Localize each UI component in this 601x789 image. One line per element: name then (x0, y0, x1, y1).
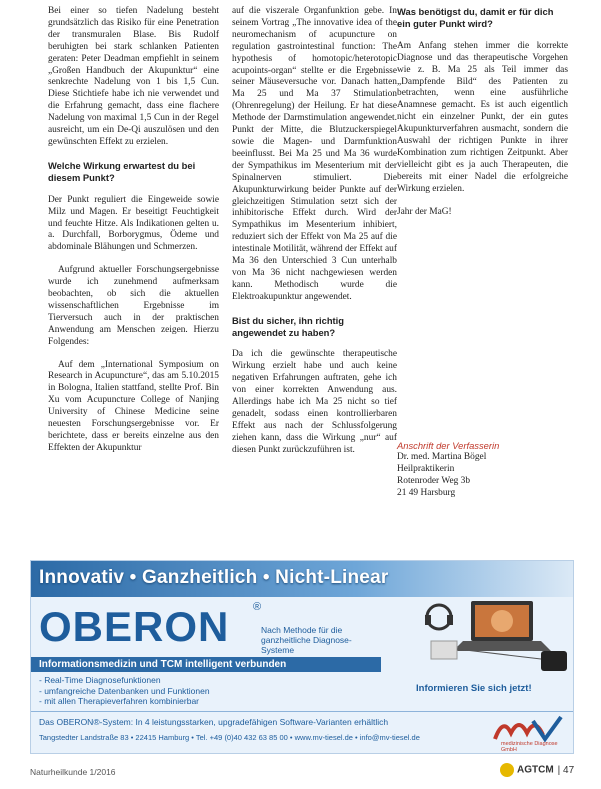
footer-brand: AGTCM (517, 764, 554, 776)
ad-brand-name: OBERON (39, 603, 230, 650)
question-heading: Bist du sicher, ihn richtig angewendet zu haben? (232, 314, 344, 338)
device-box (431, 641, 457, 659)
ad-logo-subtitle: medizinische Diagnose GmbH (501, 741, 558, 753)
journal-issue: Naturheilkunde 1/2016 (30, 767, 116, 777)
laptop-keyboard (453, 641, 551, 651)
ad-divider (31, 711, 573, 712)
paragraph: Bei einer so tiefen Nadelung besteht grundsätzlich das Risiko für eine Penetration der transmuralen Blase. Bis Rudolf beruhigten bei stark schlanken Patienten geraten: Peter Deadman empfiehlt in seinem „Großen Handbuch der Akupunktur“ eine senkrechte Nadelung von 1 bis 1,5 Cun. Diese Stichtiefe habe ich nie verwendet und die Erfahrung gemacht, dass eine flachere Nadelung von maximal 1,5 Cun in der Regel ausreicht, um ein De-Qi auszulösen und den gewünschten Effekt zu erzielen. (48, 6, 219, 147)
author-street: Rotenroder Weg 3b (397, 475, 471, 486)
ad-bullet: - mit allen Therapieverfahren kombinierbar (39, 696, 200, 706)
paragraph: Der Punkt reguliert die Eingeweide sowie Milz und Magen. Er beseitigt Feuchtigkeit und feuchte Hitze. Als Indikationen gelten u. a. Durchfall, Borborygmus, Ödeme und abdominale Blähungen und Schmerzen. (48, 194, 219, 253)
author-city: 21 49 Harsburg (397, 487, 456, 498)
paragraph: Am Anfang stehen immer die korrekte Diagnose und das therapeutische Vorgehen wie z. B. Ma 25 als Teil immer das „Dampfende Bild“ des Patienten zu betrachten, wenn eine ausführliche Anamnese gemacht. Es ist auch eigentlich nicht ein einzelner Punkt, der ein gutes Akupunkturverfahren ausmacht, sondern die Auswahl der richtigen Punkte in ihrer Kombination zum richtigen Zeitpunkt. Aber vielleicht gibt es ja auch Therapeuten, die bereits mit einer Nadel die erfolgreiche Wirkung erzielen. (397, 40, 568, 194)
column-right (397, 6, 568, 230)
page-footer (500, 763, 574, 777)
paragraph: auf die viszerale Organfunktion gebe. In seinem Vortrag „The innovative idea of the neuromechanism of acupuncture on regulation gastrointestinal function: The hypothesis of homotopic/heterotopic acupoints-organ“ stellte er die Ergebnisse seiner Mäuseversuche vor. Danach hatten Ma 25 und Ma 37 Stimulation (Ohrenregelung) der Heilung. Er hat diese Methode der Darmstimulation angewendet. Punkt der Mitte, die Blutzuckerspiegel sowie die Magen- und Darmfunktion beeinflusst. Bei Ma 25 und Ma 36 wurde der Sympathikus im Mesenterium mit der Spinalnerven stimuliert. Die Akupunkturwirkung beider Punkte auf der gleichzeitigen Stimulation setzt sich der inhibitorische Effekt durch. Wird der Sympathikus im Mesenterium inhibiert, reduziert sich der Effekt von Ma 25 auf die intestinale Motilität, während der Effekt auf Ma 36 den Unterschied 3 Cun unterhalb von Ma 36 nicht nachgewiesen werden kann. Methodisch wurde die Elektroakupunktur angewendet. (232, 6, 397, 302)
author-address (397, 440, 567, 500)
ad-registered-mark: ® (253, 601, 262, 613)
page-number: | 47 (557, 764, 575, 776)
question-heading: Was benötigst du, damit er für dich ein guter Punkt wird? (397, 6, 554, 29)
ad-address: Tangstedter Landstraße 83 • 22415 Hamburg • Tel. +49 (0)40 432 63 85 00 • www.mv-tiesel.de • info@mv-tiesel.de (39, 733, 420, 742)
advertisement[interactable] (30, 560, 574, 754)
ad-call-to-action[interactable]: Informieren Sie sich jetzt! (416, 683, 532, 694)
signature: Jahr der MaG! (397, 206, 452, 217)
ad-feature-bar-text: Informationsmedizin und TCM intelligent verbunden (39, 659, 287, 670)
screen-face (491, 610, 513, 632)
author-heading: Anschrift der Verfasserin (397, 440, 500, 451)
paragraph: Auf dem „International Symposium on Research in Acupuncture“, das am 5.10.2015 in Bologna, Italien stattfand, stellte Prof. Bin Xu vom Acupuncture College of Nanjing University of Chinese Medicine seine neuesten Forschungsergebnisse vor. Er berichtete, dass er bereits einzelne aus den Effekten der Akupunktur (48, 359, 219, 453)
question-heading: Welche Wirkung erwartest du bei diesem Punkt? (48, 159, 196, 183)
paragraph: Aufgrund aktueller Forschungsergebnisse wurde ich zunehmend aufmerksam beobachten, ob sich die aktuellen wissenschaftlichen Ergebnisse im Tierversuch auch in der praktischen Anwendung am Menschen zeigen. Hierzu Folgendes: (48, 265, 219, 347)
author-practice: Heilpraktikerin (397, 463, 455, 474)
mouse-pad (541, 651, 567, 671)
ad-system-text: Das OBERON®-System: In 4 leistungsstarken, upgradefähigen Software-Varianten erhältlich (39, 717, 389, 727)
column-left (48, 6, 219, 466)
ad-tagline: Innovativ • Ganzheitlich • Nicht-Linear (39, 567, 389, 588)
ad-feature-bar (31, 657, 381, 672)
ad-bullet: - umfangreiche Datenbanken und Funktionen (39, 685, 210, 696)
device-illustration (401, 599, 571, 681)
ad-bullet-list (39, 675, 210, 707)
ad-brand-subtitle: Nach Methode für die ganzheitliche Diagnose-Systeme (261, 625, 352, 655)
ad-bullet: - Real-Time Diagnosefunktionen (39, 675, 161, 685)
agtcm-logo-icon (500, 763, 514, 777)
mv-logo-icon (493, 713, 565, 743)
paragraph: Da ich die gewünschte therapeutische Wirkung erzielt habe und auch keine negativen Erfahrungen auftraten, gehe ich von einer korrekten Anwendung aus. Allerdings habe ich Ma 25 nicht so tief genadelt, sodass einen kontrollierbaren Effekt aus nach der Schlussfolgerung ziehen kann, dass die Wirkung „nur“ auf diesen Punkt zurückzuführen ist. (232, 349, 397, 455)
column-middle (232, 6, 397, 468)
author-name: Dr. med. Martina Bögel (397, 451, 487, 462)
